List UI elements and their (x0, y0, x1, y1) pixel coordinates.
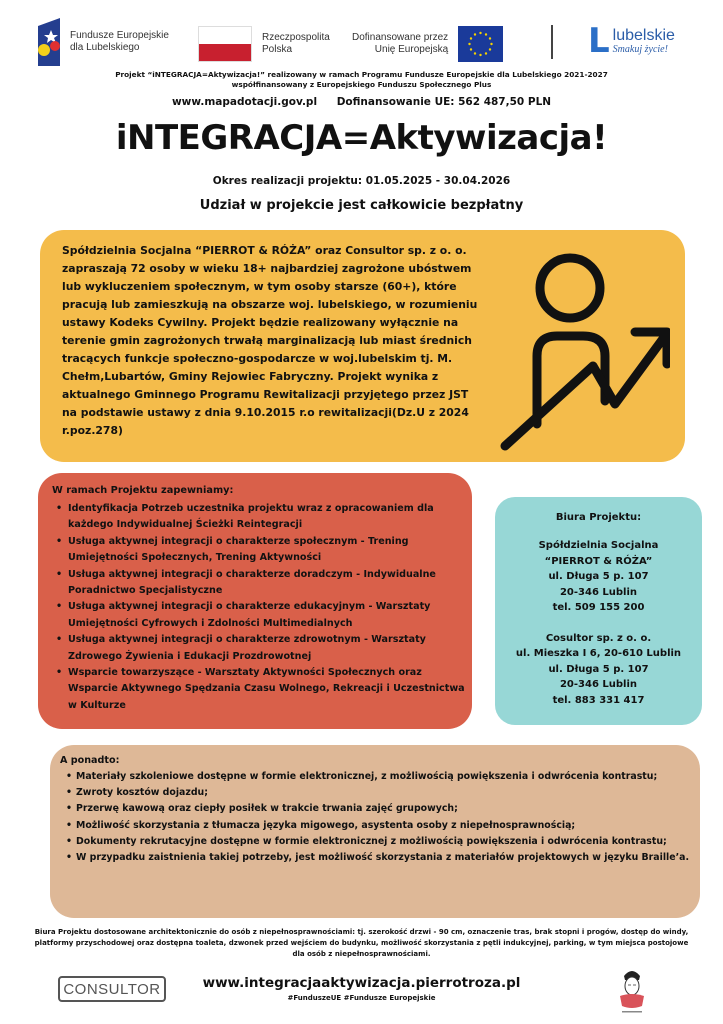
office-phone: tel. 883 331 417 (552, 694, 645, 706)
accessibility-notice: Biura Projektu dostosowane architektonicznie do osób z niepełnosprawnościami: tj. szerokość drzwi - 90 cm, oznaczenie tras, brak stopni i progów, dostęp do windy, platformy przyschodowej oraz dostępna toaleta, dzwonek przed wejściem do budynku, możliwość skorzystania z pętli indukcyjnej, parking, w tym miejsca postojowe dla osób z niepełnosprawnościami. (34, 928, 689, 958)
list-item: • Usługa aktywnej integracji o charakterze zdrowotnym - Warsztaty Zdrowego Żywienia i Edukacji Prozdrowotnej (52, 632, 467, 665)
logo-text-line: dla Lubelskiego (70, 42, 140, 53)
free-participation-notice: Udział w projekcie jest całkowicie bezpłatny (199, 198, 524, 213)
logo-lubelskie (588, 21, 675, 61)
office-line: Cosultor sp. z o. o. (545, 632, 652, 644)
logo-rzeczpospolita (198, 26, 330, 62)
office-consultor (495, 631, 702, 709)
list-item: • Możliwość skorzystania z tłumacza języka migowego, asystenta osoby z niepełnosprawnością; (62, 818, 692, 834)
office-line: ul. Długa 5 p. 107 (548, 663, 649, 675)
office-phone: tel. 509 155 200 (552, 602, 645, 613)
services-box (38, 473, 472, 729)
lubelskie-name: lubelskie (612, 26, 675, 44)
list-item: • Zwroty kosztów dojazdu; (62, 785, 692, 801)
project-cofinance-line: współfinansowany z Europejskiego Funduszu Społecznego Plus (231, 80, 492, 89)
page-title: iNTEGRACJA=Aktywizacja! (115, 118, 608, 158)
funding-amount: Dofinansowanie UE: 562 487,50 PLN (336, 96, 552, 108)
services-heading: W ramach Projektu zapewniamy: (52, 485, 234, 496)
list-item: • Usługa aktywnej integracji o charakterze edukacyjnym - Warsztaty Umiejętności Cyfrowych i Zdolności Multimedialnych (52, 599, 467, 632)
hashtags: #FunduszeUE #Fundusze Europejskie (287, 994, 436, 1002)
logos-header (38, 18, 698, 66)
logo-text-line: Fundusze Europejskie (70, 30, 169, 41)
logo-divider (551, 25, 553, 59)
eu-flag-icon (458, 26, 503, 62)
mapadotacji-link[interactable]: www.mapadotacji.gov.pl (171, 96, 318, 108)
list-item: • Wsparcie towarzyszące - Warsztaty Aktywności Społecznych oraz Wsparcie Aktywnego Spędzania Czasu Wolnego, Rekreacji i Uczestnictwa w Kulturze (52, 665, 467, 714)
logo-fundusze-europejskie (38, 18, 169, 66)
lubelskie-l-icon: L (588, 21, 610, 61)
office-line: ul. Długa 5 p. 107 (548, 571, 649, 582)
project-website-link[interactable]: www.integracjaaktywizacja.pierrotroza.pl (202, 975, 521, 991)
office-line: ul. Mieszka I 6, 20-610 Lublin (515, 648, 682, 659)
intro-text: Spółdzielnia Socjalna “PIERROT & RÓŻA” oraz Consultor sp. z o. o. zapraszają 72 osoby w wieku 18+ najbardziej zagrożone ubóstwem lub wykluczeniem społecznym, w tym osoby starsze (60+), które pracują lub zamieszkują na obszarze woj. lubelskiego, w rozumieniu ustawy Kodeks Cywilny. Projekt będzie realizowany wyłącznie na terenie gmin zagrożonych trwałą marginalizacją lub miast średnich tracących funkcje społeczno-gospodarcze w woj.lubelskim tj. M. Chełm,Lubartów, Gminy Rejowiec Fabryczny. Projekt wynika z aktualnego Gminnego Programu Rewitalizacji przyjętego przez JST na podstawie ustawy z dnia 9.10.2015 r.o rewitalizacji(Dz.U z 2024 r.poz.278) (62, 244, 478, 437)
extras-list (62, 769, 692, 866)
fe-star-icon (38, 18, 64, 66)
list-item: • Usługa aktywnej integracji o charakterze społecznym - Trening Umiejętności Społecznych, Trening Aktywności (52, 534, 467, 567)
lubelskie-slogan: Smakuj życie! (612, 43, 668, 55)
pierrot-roza-logo-icon (612, 966, 652, 1016)
project-info-line: Projekt “iNTEGRACJA=Aktywizacja!” realizowany w ramach Programu Fundusze Europejskie dla Lubelskiego 2021-2027 (115, 70, 608, 79)
logo-text-line: Polska (262, 44, 293, 55)
list-item: • W przypadku zaistnienia takiej potrzeby, jest możliwość skorzystania z materiałów projektowych w języku Braille’a. (62, 850, 692, 866)
office-line: 20-346 Lublin (559, 679, 638, 690)
list-item: • Usługa aktywnej integracji o charakterze doradczym - Indywidualne Poradnictwo Specjalistyczne (52, 567, 467, 600)
logo-text-line: Dofinansowane przez (352, 32, 449, 43)
intro-box (40, 230, 685, 462)
offices-heading: Biura Projektu: (555, 512, 642, 523)
logo-dofinansowane-ue (352, 26, 503, 62)
list-item: • Dokumenty rekrutacyjne dostępne w formie elektronicznej z możliwością powiększenia i odwrócenia kontrastu; (62, 834, 692, 850)
services-list (52, 501, 467, 714)
offices-box (495, 497, 702, 725)
office-pierrot-roza (495, 538, 702, 616)
office-line: “PIERROT & RÓŻA” (544, 555, 653, 567)
polish-flag-icon (198, 26, 252, 62)
list-item: • Przerwę kawową oraz ciepły posiłek w trakcie trwania zajęć grupowych; (62, 801, 692, 817)
project-period: Okres realizacji projektu: 01.05.2025 - 30.04.2026 (212, 175, 511, 187)
list-item: • Identyfikacja Potrzeb uczestnika projektu wraz z opracowaniem dla każdego Indywidualnej Ścieżki Reintegracji (52, 501, 467, 534)
office-line: Spółdzielnia Socjalna (538, 540, 659, 551)
office-line: 20-346 Lublin (559, 586, 638, 598)
extras-box (50, 745, 700, 918)
list-item: • Materiały szkoleniowe dostępne w formie elektronicznej, z możliwością powiększenia i odwrócenia kontrastu; (62, 769, 692, 785)
logo-text-line: Rzeczpospolita (262, 32, 330, 43)
extras-heading: A ponadto: (60, 755, 120, 766)
funding-info (0, 96, 723, 108)
person-growth-arrow-icon (495, 236, 670, 455)
logo-text-line: Unię Europejską (374, 44, 449, 55)
consultor-logo: CONSULTOR (58, 976, 166, 1002)
